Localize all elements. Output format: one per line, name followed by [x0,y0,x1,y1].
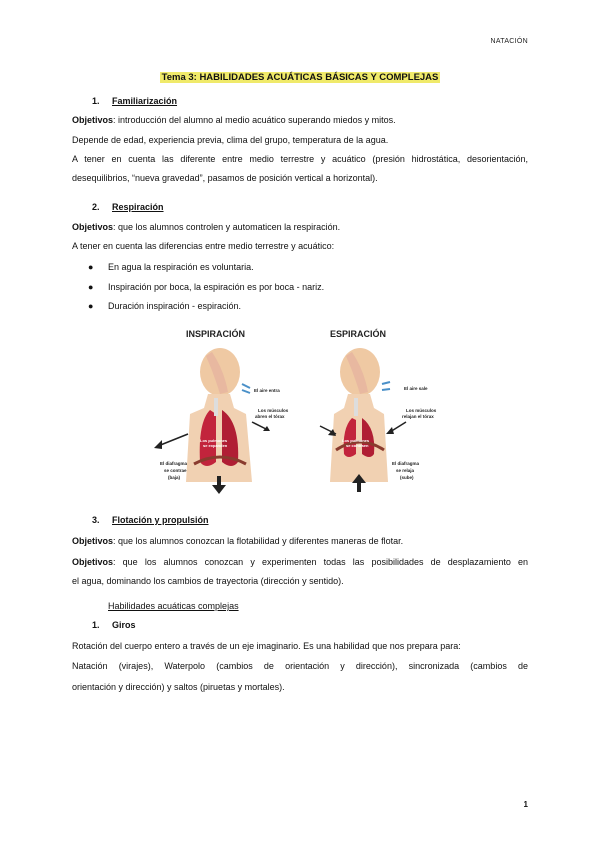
inspiration-muscles-label-2: abren el tórax [255,414,285,419]
inspiration-diaphragm-label-2: se contrae [164,468,187,473]
inspiration-diagram [154,328,289,494]
section-3-heading: 3. Flotación y propulsión [92,515,209,525]
expiration-muscles-label-1: Los músculos [406,408,437,413]
section-1-heading: 1. Familiarización [92,96,178,106]
complex-skills-heading: Habilidades acuáticas complejas [108,601,239,611]
section-2-objectives: Objetivos: que los alumnos controlen y automaticen la respiración. [72,222,341,232]
section-1-line-2: Depende de edad, experiencia previa, clima del grupo, temperatura de la agua. [72,135,389,145]
expiration-lungs-label-2: se contraen [346,443,369,448]
expiration-diaphragm-label-1: El diafragma [392,461,420,466]
inspiration-diaphragm-label-1: El diafragma [160,461,188,466]
section-3-objectives-1: Objetivos: que los alumnos conozcan la flotabilidad y diferentes maneras de flotar. [72,536,404,546]
inspiration-lungs-label-2: se expanden [203,443,228,448]
down-arrow-icon [212,485,226,494]
expiration-muscles-label-2: relajan el tórax [402,414,434,419]
section-1-objectives: Objetivos: introducción del alumno al medio acuático superando miedos y mitos. [72,115,396,125]
expiration-diaphragm-label-3: (sube) [400,475,414,480]
running-header: NATACIÓN [490,38,528,45]
section-1-line-4: desequilibrios, “nueva gravedad”, pasamos de posición vertical a horizontal). [72,173,378,183]
section-1-line-3: A tener en cuenta las diferente entre medio terrestre y acuático (presión hidrostática, desorientación, [72,154,528,164]
inspiration-muscles-label-1: Los músculos [258,408,289,413]
expiration-diaphragm-label-2: se relaja [396,468,415,473]
bullet-item: ● En agua la respiración es voluntaria. [88,262,254,272]
breathing-figure [150,322,450,502]
section-2-line-2: A tener en cuenta las diferencias entre medio terrestre y acuático: [72,241,335,251]
page-number: 1 [523,800,528,809]
bullet-item: ● Duración inspiración - espiración. [88,301,242,311]
page-title: Tema 3: HABILIDADES ACUÁTICAS BÁSICAS Y COMPLEJAS [161,72,439,83]
inspiration-diaphragm-label-3: (baja) [168,475,181,480]
section-3-objectives-2-cont: el agua, dominando los cambios de trayectoria (dirección y sentido). [72,576,344,586]
giros-line-3: orientación y dirección) y saltos (piruetas y mortales). [72,682,285,692]
bullet-item: ● Inspiración por boca, la espiración es por boca - nariz. [88,282,325,292]
expiration-diagram [320,328,437,492]
giros-heading: 1. Giros [92,620,136,630]
expiration-title: ESPIRACIÓN [330,329,387,339]
inspiration-title: INSPIRACIÓN [186,329,246,339]
giros-line-1: Rotación del cuerpo entero a través de un eje imaginario. Es una habilidad que nos prepara para: [72,641,461,651]
inspiration-air-label: El aire entra [254,388,280,393]
giros-line-2: Natación (virajes), Waterpolo (cambios de orientación y dirección), sincronizada (cambios de [72,661,528,671]
section-3-objectives-2: Objetivos: que los alumnos conozcan y experimenten todas las posibilidades de desplazamiento en [72,557,528,567]
section-2-heading: 2. Respiración [92,202,164,212]
expiration-lungs-label-1: Los pulmones [342,438,370,443]
inspiration-lungs-label-1: Los pulmones [200,438,228,443]
expiration-air-label: El aire sale [404,386,428,391]
